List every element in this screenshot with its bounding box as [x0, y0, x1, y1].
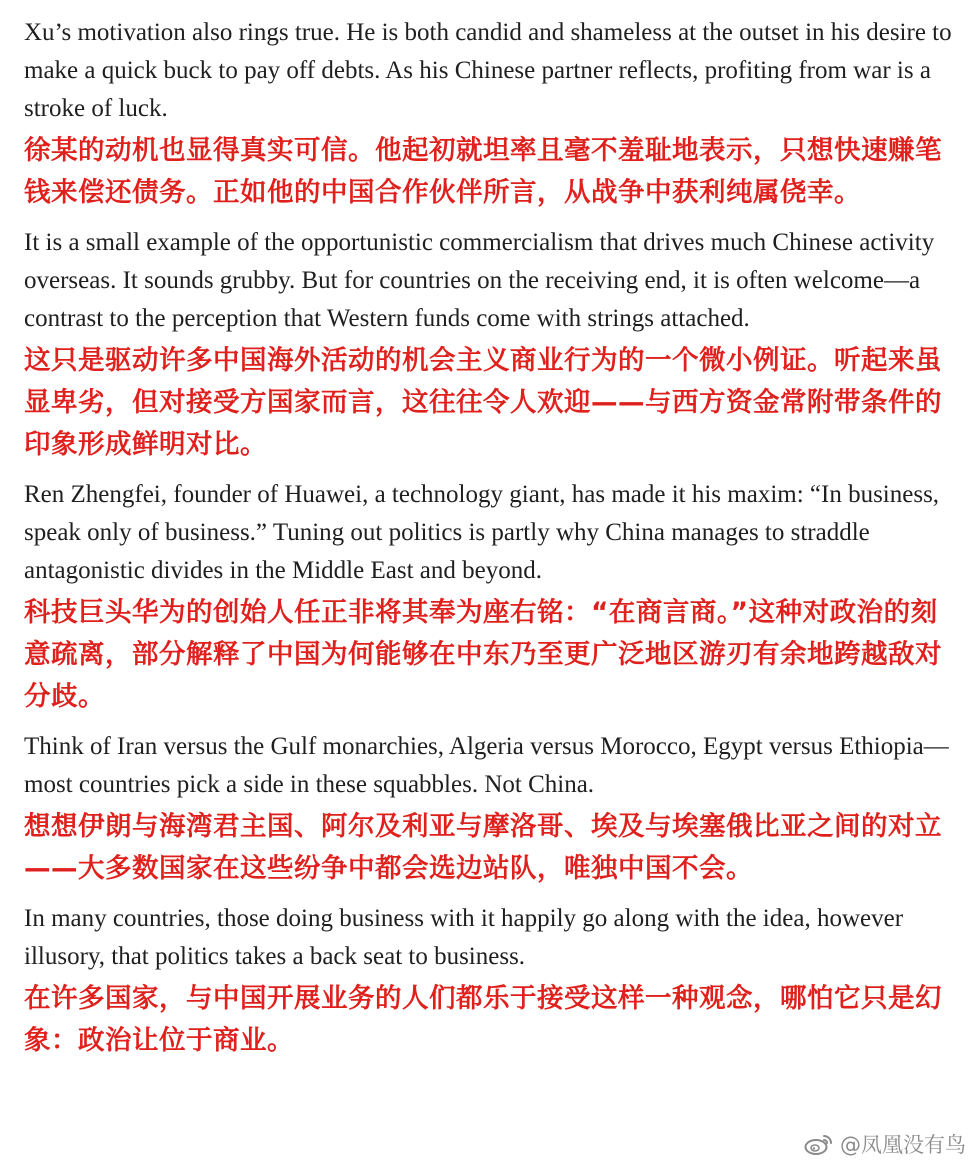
watermark-handle: @凤凰没有鸟 — [840, 1133, 966, 1157]
weibo-watermark — [804, 1129, 966, 1159]
english-paragraph: Think of Iran versus the Gulf monarchies, Algeria versus Morocco, Egypt versus Ethiopia—most countries pick a side in these squabbles. Not China. — [24, 733, 949, 798]
english-paragraph: It is a small example of the opportunistic commercialism that drives much Chinese activity overseas. It sounds grubby. But for countries on the receiving end, it is often welcome—a contrast to the perception that Western funds come with strings attached. — [24, 229, 935, 332]
english-paragraph: In many countries, those doing business with it happily go along with the idea, however illusory, that politics takes a back seat to business. — [24, 905, 904, 970]
chinese-translation: 在许多国家，与中国开展业务的人们都乐于接受这样一种观念，哪怕它只是幻象：政治让位于商业。 — [24, 983, 942, 1056]
paragraph-pair — [24, 728, 954, 890]
chinese-translation: 这只是驱动许多中国海外活动的机会主义商业行为的一个微小例证。听起来虽显卑劣，但对接受方国家而言，这往往令人欢迎——与西方资金常附带条件的印象形成鲜明对比。 — [24, 345, 942, 460]
paragraph-pair — [24, 224, 954, 466]
article-body — [24, 14, 954, 1072]
paragraph-pair — [24, 14, 954, 214]
paragraph-pair — [24, 900, 954, 1062]
english-paragraph: Ren Zhengfei, founder of Huawei, a technology giant, has made it his maxim: “In business, speak only of business.” Tuning out politics is partly why China manages to straddle antagonistic divides in the Middle East and beyond. — [24, 481, 940, 584]
chinese-translation: 科技巨头华为的创始人任正非将其奉为座右铭：“在商言商。”这种对政治的刻意疏离，部分解释了中国为何能够在中东乃至更广泛地区游刃有余地跨越敌对分歧。 — [24, 597, 942, 712]
chinese-translation: 徐某的动机也显得真实可信。他起初就坦率且毫不羞耻地表示，只想快速赚笔钱来偿还债务。正如他的中国合作伙伴所言，从战争中获利纯属侥幸。 — [24, 135, 942, 208]
weibo-logo-icon — [804, 1132, 834, 1156]
paragraph-pair — [24, 476, 954, 718]
english-paragraph: Xu’s motivation also rings true. He is both candid and shameless at the outset in his desire to make a quick buck to pay off debts. As his Chinese partner reflects, profiting from war is a stroke of luck. — [24, 19, 952, 122]
chinese-translation: 想想伊朗与海湾君主国、阿尔及利亚与摩洛哥、埃及与埃塞俄比亚之间的对立——大多数国家在这些纷争中都会选边站队，唯独中国不会。 — [24, 811, 942, 884]
